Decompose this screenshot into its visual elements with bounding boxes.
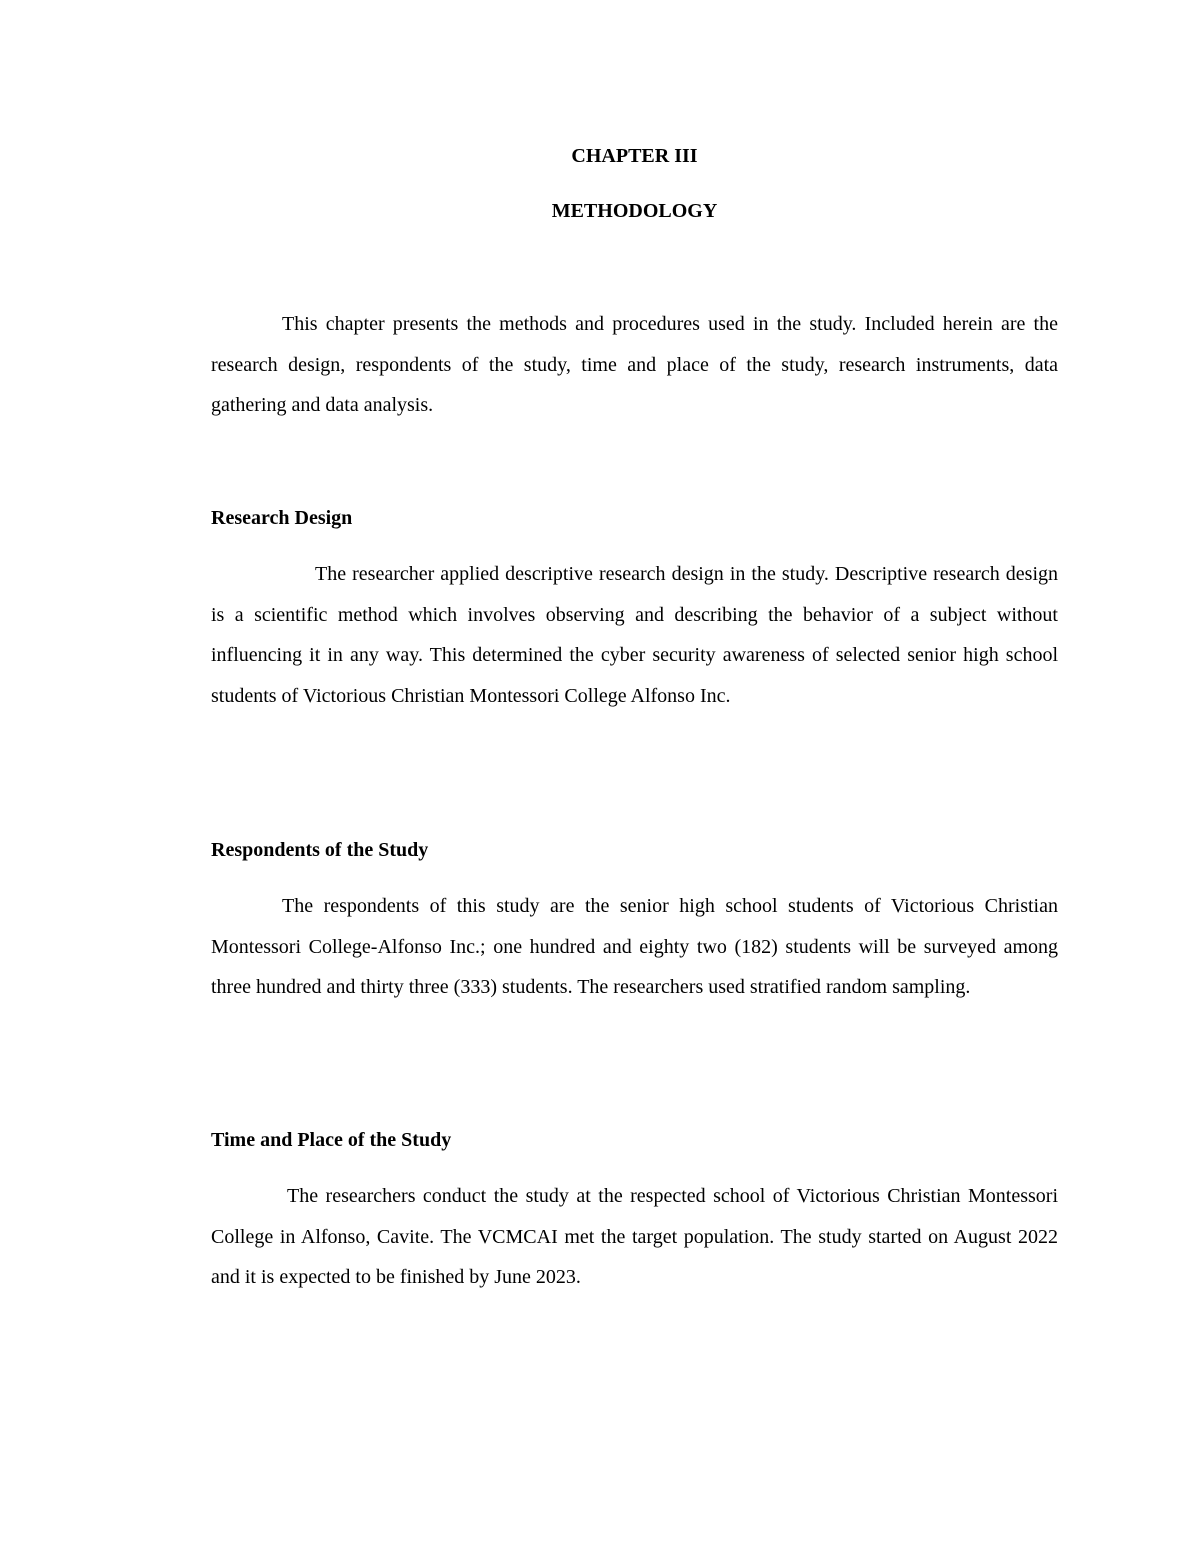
section-body-research-design: The researcher applied descriptive research design in the study. Descriptive research design is a scientific method which involves observing and describing the behavior of a subject without influencing it in any way. This determined the cyber security awareness of selected senior high school students of Victorious Christian Montessori College Alfonso Inc. [211,563,1058,707]
section-body-respondents: The respondents of this study are the senior high school students of Victorious Christian Montessori College-Alfonso Inc.; one hundred and eighty two (182) students will be surveyed among three hundred and thirty three (333) students. The researchers used stratified random sampling. [211,895,1058,999]
section-body-time-and-place: The researchers conduct the study at the respected school of Victorious Christian Montessori College in Alfonso, Cavite. The VCMCAI met the target population. The study started on August 2022 and it is expected to be finished by June 2023. [211,1185,1058,1289]
section-heading-time-and-place: Time and Place of the Study [211,1129,452,1151]
section-heading-respondents: Respondents of the Study [211,839,429,861]
chapter-title: METHODOLOGY [551,200,718,222]
chapter-label: CHAPTER III [571,145,698,167]
intro-paragraph: This chapter presents the methods and procedures used in the study. Included herein are the research design, respondents of the study, time and place of the study, research instruments, data gathering and data analysis. [211,313,1058,417]
section-heading-research-design: Research Design [211,507,353,529]
